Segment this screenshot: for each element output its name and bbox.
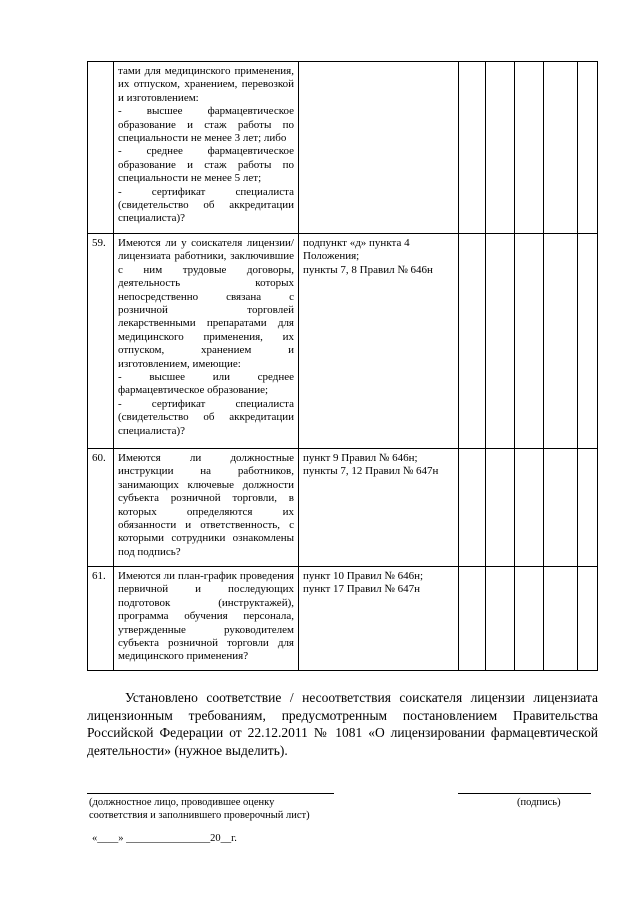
row-question: Имеются ли план-график проведения первичной и последующих подготовок (инструктажей), программа обучения персонала, утвержденные руководителем субъекта розничной торговли для медицинского применения?: [114, 567, 299, 671]
answer-cell-self-control[interactable]: [544, 449, 578, 567]
answer-cell-note[interactable]: [578, 62, 598, 234]
answer-cell-na[interactable]: [515, 567, 544, 671]
row-reference: пункт 9 Правил № 646н; пункты 7, 12 Правил № 647н: [299, 449, 459, 567]
checklist-table: [87, 61, 598, 671]
answer-cell-note[interactable]: [578, 567, 598, 671]
table-row: [88, 62, 598, 234]
answer-cell-no[interactable]: [486, 567, 515, 671]
answer-cell-no[interactable]: [486, 449, 515, 567]
row-reference: подпункт «д» пункта 4 Положения; пункты 7, 8 Правил № 646н: [299, 234, 459, 449]
conclusion-text: Установлено соответствие / несоответствия соискателя лицензии лицензиата лицензионным требованиям, предусмотренным постановлением Правительства Российской Федерации от 22.12.2011 № 1081 «О лицензировании фармацевтической деятельности» (нужное выделить).: [87, 690, 598, 758]
date-line[interactable]: «____» ________________20__г.: [92, 833, 237, 844]
answer-cell-self-control[interactable]: [544, 567, 578, 671]
row-number: 60.: [88, 449, 114, 567]
row-reference: [299, 62, 459, 234]
answer-cell-na[interactable]: [515, 449, 544, 567]
row-number: [88, 62, 114, 234]
answer-cell-na[interactable]: [515, 62, 544, 234]
official-signature-line[interactable]: [87, 793, 334, 794]
table-row: [88, 567, 598, 671]
signature-caption: (подпись): [517, 797, 561, 808]
answer-cell-note[interactable]: [578, 449, 598, 567]
answer-cell-na[interactable]: [515, 234, 544, 449]
row-number: 59.: [88, 234, 114, 449]
answer-cell-yes[interactable]: [459, 449, 486, 567]
row-question: тами для медицинского применения, их отпуском, хранением, перевозкой и изготовлением: - высшее фармацевтическое образование и стаж работы по специальности не менее 3 лет; либо - среднее фармацевтическое образование и стаж работы по специальности не менее 5 лет; - сертификат специалиста (свидетельство об аккредитации специалиста)?: [114, 62, 299, 234]
official-caption: (должностное лицо, проводившее оценку соответствия и заполнившего проверочный лист): [89, 797, 310, 821]
answer-cell-self-control[interactable]: [544, 234, 578, 449]
row-question: Имеются ли должностные инструкции на работников, занимающих ключевые должности субъекта розничной торговли, в которых определяются их обязанности и ответственность, с которыми сотрудники ознакомлены под подпись?: [114, 449, 299, 567]
table-row: [88, 234, 598, 449]
answer-cell-no[interactable]: [486, 62, 515, 234]
answer-cell-no[interactable]: [486, 234, 515, 449]
signature-line[interactable]: [458, 793, 591, 794]
row-number: 61.: [88, 567, 114, 671]
row-reference: пункт 10 Правил № 646н; пункт 17 Правил № 647н: [299, 567, 459, 671]
answer-cell-note[interactable]: [578, 234, 598, 449]
answer-cell-yes[interactable]: [459, 62, 486, 234]
answer-cell-yes[interactable]: [459, 234, 486, 449]
answer-cell-self-control[interactable]: [544, 62, 578, 234]
row-question: Имеются ли у соискателя лицензии/лицензиата работники, заключившие с ним трудовые договоры, деятельность которых непосредственно связана с розничной торговлей лекарственными препаратами для медицинского применения, их отпуском, хранением и изготовлением, имеющие: - высшее или среднее фармацевтическое образование; - сертификат специалиста (свидетельство об аккредитации специалиста)?: [114, 234, 299, 449]
answer-cell-yes[interactable]: [459, 567, 486, 671]
table-row: [88, 449, 598, 567]
